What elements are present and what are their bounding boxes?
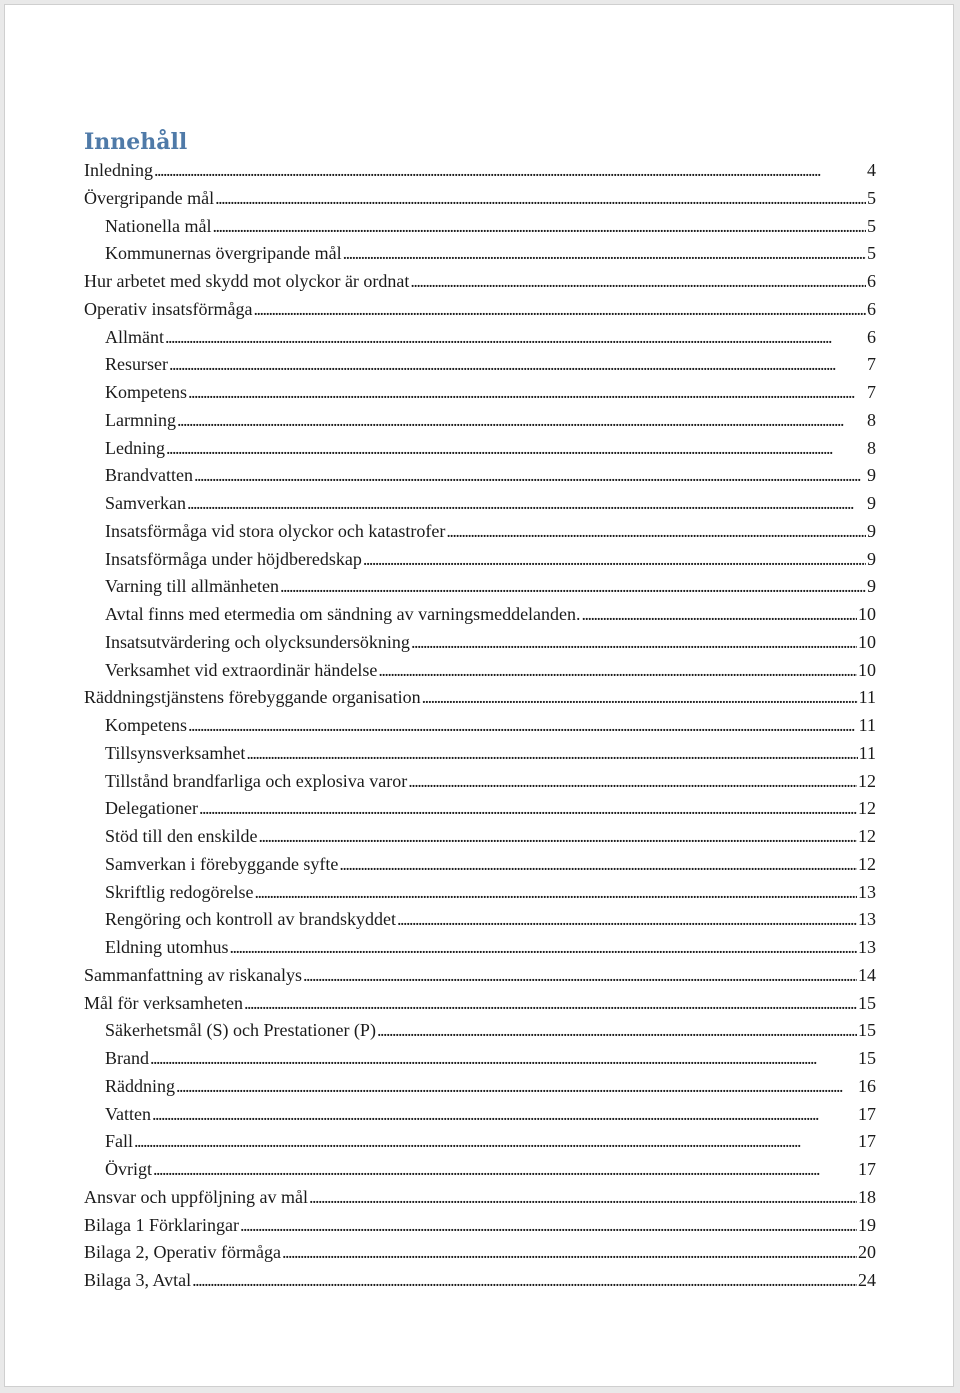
- toc-entry-page-number: 9: [867, 548, 876, 569]
- toc-entry-page-number: 13: [858, 937, 876, 957]
- toc-dot-leader: [154, 160, 866, 181]
- toc-entry-title: Skriftlig redogörelse: [105, 881, 254, 902]
- toc-title: Innehåll: [84, 129, 188, 155]
- toc-entry-title: Insatsförmåga under höjdberedskap: [105, 548, 362, 569]
- toc-dot-leader: [280, 576, 866, 597]
- toc-entry-title: Resurser: [105, 354, 168, 375]
- toc-entry[interactable]: [84, 1048, 876, 1076]
- toc-entry[interactable]: [84, 271, 876, 299]
- toc-dot-leader: [244, 993, 857, 1014]
- table-of-contents: [84, 160, 876, 1298]
- toc-entry-page-number: 5: [867, 187, 876, 208]
- toc-entry-title: Bilaga 3, Avtal: [84, 1270, 192, 1290]
- toc-entry-page-number: 20: [858, 1242, 876, 1263]
- toc-dot-leader: [339, 854, 857, 875]
- toc-dot-leader: [363, 549, 866, 570]
- toc-entry[interactable]: [84, 465, 876, 493]
- toc-entry-page-number: 24: [858, 1270, 876, 1290]
- toc-dot-leader: [446, 521, 866, 542]
- toc-entry[interactable]: [84, 854, 876, 882]
- toc-entry-page-number: 6: [867, 298, 876, 319]
- toc-entry-title: Sammanfattning av riskanalys: [84, 964, 302, 985]
- toc-dot-leader: [309, 1187, 857, 1208]
- toc-entry[interactable]: [84, 410, 876, 438]
- toc-dot-leader: [152, 1104, 857, 1125]
- toc-dot-leader: [582, 604, 857, 625]
- toc-entry[interactable]: [84, 632, 876, 660]
- toc-dot-leader: [150, 1048, 857, 1069]
- toc-entry-page-number: 6: [867, 271, 876, 291]
- toc-entry[interactable]: [84, 771, 876, 799]
- toc-entry[interactable]: [84, 354, 876, 382]
- toc-entry[interactable]: [84, 1187, 876, 1215]
- toc-entry[interactable]: [84, 160, 876, 188]
- toc-entry-page-number: 15: [858, 1048, 876, 1068]
- toc-entry-page-number: 17: [858, 1103, 876, 1124]
- toc-dot-leader: [230, 937, 857, 958]
- toc-entry-title: Vatten: [105, 1103, 151, 1124]
- toc-entry-title: Samverkan i förebyggande syfte: [105, 853, 339, 874]
- toc-dot-leader: [422, 687, 858, 708]
- toc-entry-page-number: 12: [858, 826, 876, 846]
- toc-entry[interactable]: [84, 937, 876, 965]
- toc-dot-leader: [408, 771, 857, 792]
- toc-entry[interactable]: [84, 299, 876, 327]
- toc-entry-page-number: 10: [858, 659, 876, 680]
- toc-entry-page-number: 9: [867, 493, 876, 513]
- toc-entry-page-number: 11: [858, 742, 876, 763]
- toc-entry[interactable]: [84, 382, 876, 410]
- toc-entry[interactable]: [84, 743, 876, 771]
- toc-entry-title: Kommunernas övergripande mål: [105, 243, 342, 264]
- toc-entry[interactable]: [84, 1215, 876, 1243]
- toc-entry-title: Fall: [105, 1131, 134, 1152]
- toc-dot-leader: [254, 882, 857, 903]
- toc-dot-leader: [165, 327, 866, 348]
- toc-entry[interactable]: [84, 1159, 876, 1187]
- toc-dot-leader: [187, 493, 866, 514]
- toc-entry-title: Inledning: [84, 160, 153, 180]
- toc-dot-leader: [378, 660, 857, 681]
- toc-entry[interactable]: [84, 1020, 876, 1048]
- toc-entry-page-number: 12: [858, 798, 876, 819]
- toc-entry-page-number: 5: [867, 215, 876, 236]
- toc-dot-leader: [199, 798, 857, 819]
- toc-entry-page-number: 13: [858, 881, 876, 902]
- toc-entry-title: Samverkan: [105, 493, 186, 513]
- toc-dot-leader: [192, 1270, 857, 1291]
- toc-entry-title: Övergripande mål: [84, 187, 215, 208]
- toc-entry-title: Ansvar och uppföljning av mål: [84, 1186, 308, 1207]
- toc-dot-leader: [188, 382, 866, 403]
- toc-entry-title: Insatsutvärdering och olycksundersökning: [105, 631, 410, 652]
- toc-entry-title: Räddning: [105, 1075, 175, 1096]
- toc-entry[interactable]: [84, 798, 876, 826]
- toc-dot-leader: [212, 216, 866, 237]
- toc-entry-title: Insatsförmåga vid stora olyckor och katastrofer: [105, 520, 446, 541]
- toc-entry-page-number: 7: [867, 382, 876, 402]
- toc-dot-leader: [282, 1242, 857, 1263]
- toc-entry-title: Stöd till den enskilde: [105, 826, 258, 846]
- toc-entry-page-number: 6: [867, 326, 876, 347]
- toc-entry-title: Hur arbetet med skydd mot olyckor är ordnat: [84, 271, 410, 291]
- toc-entry-title: Tillsynsverksamhet: [105, 742, 246, 763]
- toc-entry-title: Kompetens: [105, 715, 187, 735]
- toc-entry-title: Bilaga 2, Operativ förmåga: [84, 1242, 281, 1263]
- toc-entry[interactable]: [84, 576, 876, 604]
- toc-entry[interactable]: [84, 604, 876, 632]
- toc-entry-page-number: 11: [858, 715, 876, 735]
- toc-entry-page-number: 4: [867, 160, 876, 180]
- toc-entry[interactable]: [84, 521, 876, 549]
- toc-entry[interactable]: [84, 493, 876, 521]
- toc-entry-title: Eldning utomhus: [105, 937, 229, 957]
- toc-dot-leader: [377, 1020, 857, 1041]
- toc-dot-leader: [169, 354, 866, 375]
- toc-entry-title: Tillstånd brandfarliga och explosiva varor: [105, 770, 408, 791]
- toc-dot-leader: [259, 826, 858, 847]
- toc-entry[interactable]: [84, 660, 876, 688]
- toc-entry[interactable]: [84, 965, 876, 993]
- toc-entry-page-number: 8: [867, 409, 876, 430]
- toc-entry-page-number: 18: [858, 1186, 876, 1207]
- toc-entry-title: Bilaga 1 Förklaringar: [84, 1214, 239, 1235]
- toc-entry-page-number: 9: [867, 576, 876, 597]
- toc-entry-page-number: 10: [858, 604, 876, 624]
- toc-entry-title: Brandvatten: [105, 465, 193, 486]
- toc-dot-leader: [176, 1076, 857, 1097]
- toc-entry-title: Larmning: [105, 409, 176, 430]
- toc-entry[interactable]: [84, 882, 876, 910]
- toc-entry-title: Nationella mål: [105, 215, 212, 236]
- toc-entry-title: Rengöring och kontroll av brandskyddet: [105, 909, 396, 930]
- toc-entry[interactable]: [84, 1104, 876, 1132]
- toc-entry-title: Operativ insatsförmåga: [84, 298, 253, 319]
- toc-entry-page-number: 5: [867, 243, 876, 264]
- toc-entry-page-number: 15: [858, 992, 876, 1013]
- toc-entry-title: Räddningstjänstens förebyggande organisation: [84, 687, 421, 708]
- toc-entry[interactable]: [84, 909, 876, 937]
- toc-dot-leader: [397, 909, 857, 930]
- toc-entry-title: Delegationer: [105, 798, 198, 819]
- toc-entry-title: Ledning: [105, 437, 165, 458]
- toc-entry-title: Allmänt: [105, 326, 164, 347]
- toc-entry-title: Övrigt: [105, 1159, 152, 1179]
- toc-dot-leader: [253, 299, 866, 320]
- toc-entry-page-number: 12: [858, 770, 876, 791]
- toc-entry-page-number: 10: [858, 631, 876, 652]
- toc-dot-leader: [194, 465, 866, 486]
- toc-dot-leader: [343, 243, 866, 264]
- toc-entry-page-number: 9: [867, 465, 876, 486]
- toc-entry-page-number: 17: [858, 1131, 876, 1152]
- toc-dot-leader: [411, 632, 857, 653]
- toc-entry-page-number: 16: [858, 1075, 876, 1096]
- toc-entry-title: Kompetens: [105, 382, 187, 402]
- toc-entry-title: Mål för verksamheten: [84, 992, 243, 1013]
- toc-entry[interactable]: [84, 438, 876, 466]
- toc-dot-leader: [134, 1131, 857, 1152]
- toc-dot-leader: [177, 410, 866, 431]
- toc-entry[interactable]: [84, 1131, 876, 1159]
- toc-dot-leader: [410, 271, 866, 292]
- toc-entry[interactable]: [84, 327, 876, 355]
- toc-dot-leader: [188, 715, 858, 736]
- toc-entry-title: Varning till allmänheten: [105, 576, 279, 597]
- toc-entry[interactable]: [84, 549, 876, 577]
- toc-entry[interactable]: [84, 1242, 876, 1270]
- toc-entry-page-number: 13: [858, 909, 876, 930]
- toc-entry-title: Verksamhet vid extraordinär händelse: [105, 659, 378, 680]
- toc-entry-page-number: 8: [867, 437, 876, 458]
- toc-entry[interactable]: [84, 826, 876, 854]
- toc-entry-page-number: 19: [858, 1214, 876, 1235]
- toc-entry-page-number: 15: [858, 1020, 876, 1041]
- document-page: [4, 4, 954, 1387]
- toc-entry-page-number: 7: [867, 354, 876, 375]
- toc-entry-title: Avtal finns med etermedia om sändning av varningsmeddelanden.: [105, 604, 581, 624]
- toc-entry-page-number: 9: [867, 520, 876, 541]
- toc-entry-title: Säkerhetsmål (S) och Prestationer (P): [105, 1020, 376, 1041]
- toc-dot-leader: [215, 188, 866, 209]
- toc-entry[interactable]: [84, 715, 876, 743]
- toc-entry[interactable]: [84, 243, 876, 271]
- toc-dot-leader: [240, 1215, 857, 1236]
- toc-entry-page-number: 12: [858, 853, 876, 874]
- toc-entry-page-number: 17: [858, 1159, 876, 1179]
- toc-dot-leader: [246, 743, 857, 764]
- toc-entry[interactable]: [84, 216, 876, 244]
- toc-dot-leader: [166, 438, 866, 459]
- toc-entry[interactable]: [84, 1270, 876, 1298]
- toc-dot-leader: [153, 1159, 857, 1180]
- toc-entry[interactable]: [84, 687, 876, 715]
- toc-entry[interactable]: [84, 993, 876, 1021]
- toc-entry[interactable]: [84, 1076, 876, 1104]
- toc-entry-title: Brand: [105, 1048, 149, 1068]
- toc-entry[interactable]: [84, 188, 876, 216]
- toc-entry-page-number: 11: [858, 687, 876, 708]
- toc-entry-page-number: 14: [858, 964, 876, 985]
- toc-dot-leader: [303, 965, 857, 986]
